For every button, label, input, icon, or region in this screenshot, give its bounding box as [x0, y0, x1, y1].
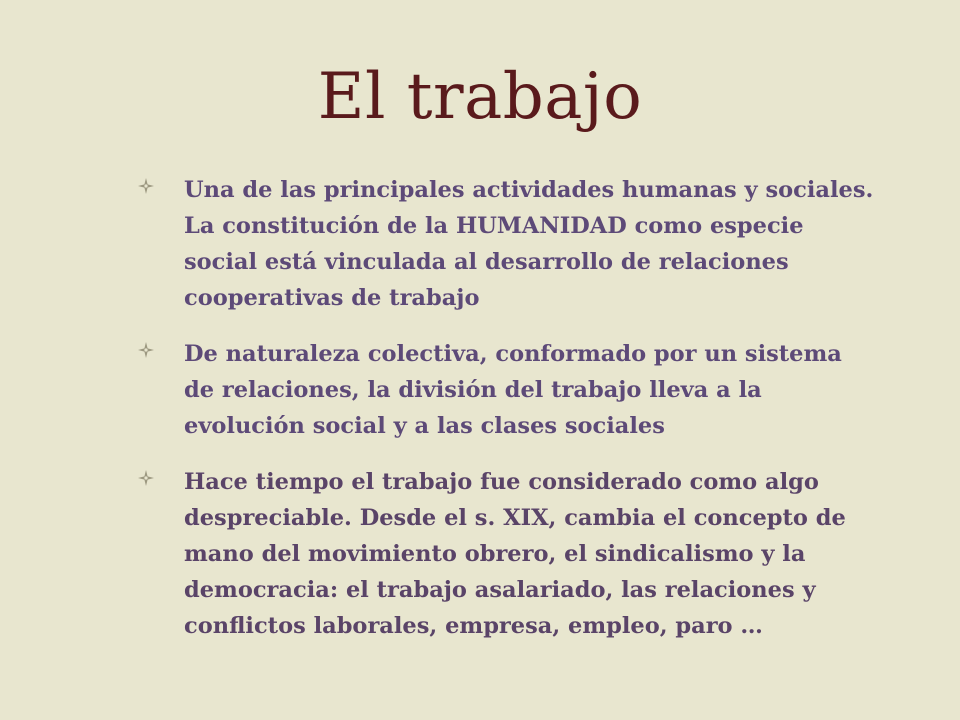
bullet-item	[136, 464, 876, 644]
four-point-star-icon	[136, 176, 156, 196]
bullet-text: De naturaleza colectiva, conformado por un sistema de relaciones, la división del trabajo lleva a la evolución social y a las clases sociales	[184, 341, 842, 439]
bullet-text: Hace tiempo el trabajo fue considerado como algo despreciable. Desde el s. XIX, cambia el concepto de mano del movimiento obrero, el sindicalismo y la democracia: el trabajo asalariado, las relaciones y conflictos laborales, empresa, empleo, paro …	[184, 469, 846, 639]
bullet-list	[136, 172, 876, 664]
bullet-item	[136, 336, 876, 444]
four-point-star-icon	[136, 468, 156, 488]
bullet-item	[136, 172, 876, 316]
four-point-star-icon	[136, 340, 156, 360]
bullet-text: Una de las principales actividades humanas y sociales. La constitución de la HUMANIDAD como especie social está vinculada al desarrollo de relaciones cooperativas de trabajo	[184, 177, 874, 311]
slide-title: El trabajo	[317, 60, 643, 134]
